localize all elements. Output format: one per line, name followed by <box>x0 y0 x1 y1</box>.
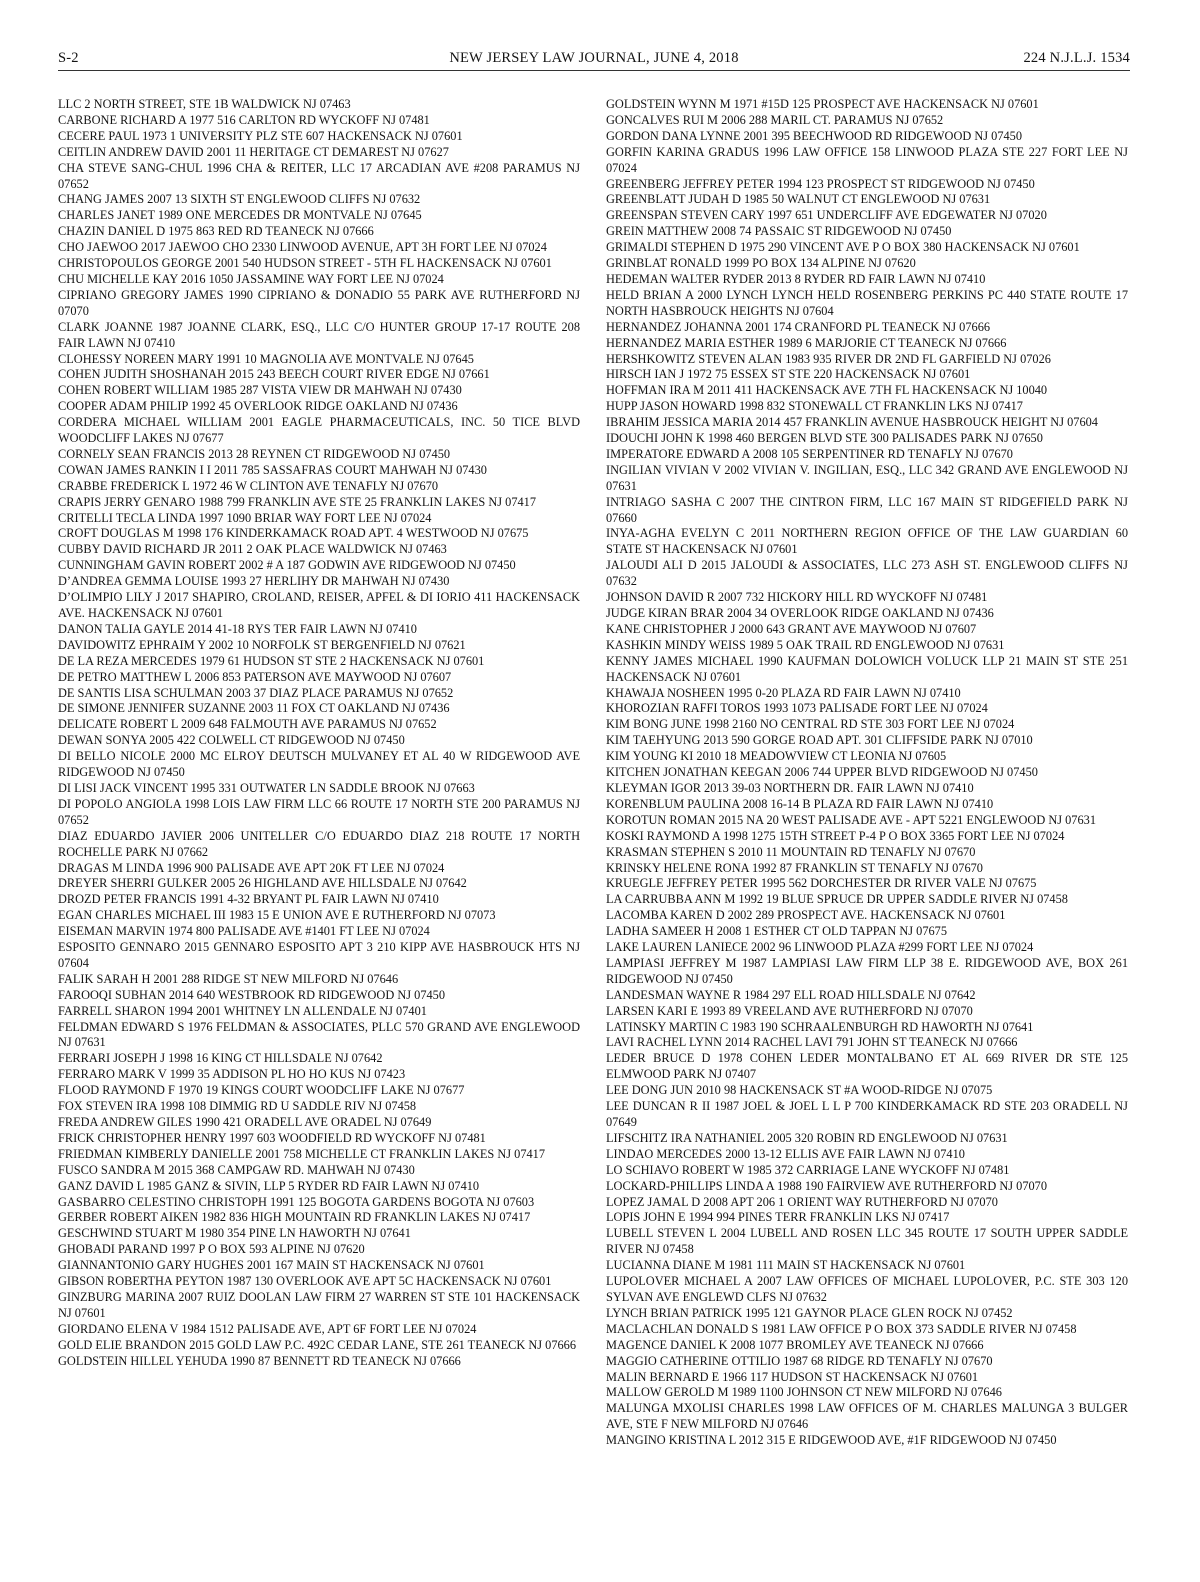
directory-entry: LEE DUNCAN R II 1987 JOEL & JOEL L L P 700 KINDERKAMACK RD STE 203 ORADELL NJ 07649 <box>606 1099 1128 1129</box>
directory-entry: CRITELLI TECLA LINDA 1997 1090 BRIAR WAY FORT LEE NJ 07024 <box>58 510 432 525</box>
directory-entry: DE LA REZA MERCEDES 1979 61 HUDSON ST STE 2 HACKENSACK NJ 07601 <box>58 653 485 668</box>
directory-entry: FALIK SARAH H 2001 288 RIDGE ST NEW MILFORD NJ 07646 <box>58 971 399 986</box>
directory-entry: GASBARRO CELESTINO CHRISTOPH 1991 125 BOGOTA GARDENS BOGOTA NJ 07603 <box>58 1194 535 1209</box>
directory-entry: MAGGIO CATHERINE OTTILIO 1987 68 RIDGE RD TENAFLY NJ 07670 <box>606 1353 993 1368</box>
directory-entry: FLOOD RAYMOND F 1970 19 KINGS COURT WOODCLIFF LAKE NJ 07677 <box>58 1083 465 1098</box>
directory-entry: GIANNANTONIO GARY HUGHES 2001 167 MAIN ST HACKENSACK NJ 07601 <box>58 1258 485 1273</box>
directory-entry: KOROTUN ROMAN 2015 NA 20 WEST PALISADE AVE - APT 5221 ENGLEWOOD NJ 07631 <box>606 812 1096 827</box>
page-number: S-2 <box>58 50 79 66</box>
directory-entry: GOLDSTEIN HILLEL YEHUDA 1990 87 BENNETT RD TEANECK NJ 07666 <box>58 1353 461 1368</box>
directory-entry: GOLD ELIE BRANDON 2015 GOLD LAW P.C. 492C CEDAR LANE, STE 261 TEANECK NJ 07666 <box>58 1337 577 1352</box>
directory-entry: HELD BRIAN A 2000 LYNCH LYNCH HELD ROSENBERG PERKINS PC 440 STATE ROUTE 17 NORTH HASBROUCK HEIGHTS NJ 07604 <box>606 287 1128 318</box>
right-column <box>606 97 1128 1552</box>
directory-entry: JALOUDI ALI D 2015 JALOUDI & ASSOCIATES, LLC 273 ASH ST. ENGLEWOOD CLIFFS NJ 07632 <box>606 558 1128 589</box>
directory-entry: CHU MICHELLE KAY 2016 1050 JASSAMINE WAY FORT LEE NJ 07024 <box>58 271 444 286</box>
directory-entry: GINZBURG MARINA 2007 RUIZ DOOLAN LAW FIRM 27 WARREN ST STE 101 HACKENSACK NJ 07601 <box>58 1289 580 1320</box>
directory-entry: LEDER BRUCE D 1978 COHEN LEDER MONTALBANO ET AL 669 RIVER DR STE 125 ELMWOOD PARK NJ 07407 <box>606 1051 1128 1082</box>
directory-entry: CEITLIN ANDREW DAVID 2001 11 HERITAGE CT DEMAREST NJ 07627 <box>58 144 449 159</box>
directory-entry: IDOUCHI JOHN K 1998 460 BERGEN BLVD STE 300 PALISADES PARK NJ 07650 <box>606 431 1043 446</box>
directory-entry: GREENBERG JEFFREY PETER 1994 123 PROSPECT ST RIDGEWOOD NJ 07450 <box>606 176 1035 191</box>
directory-entry: CARBONE RICHARD A 1977 516 CARLTON RD WYCKOFF NJ 07481 <box>58 112 430 127</box>
directory-entry: KITCHEN JONATHAN KEEGAN 2006 744 UPPER BLVD RIDGEWOOD NJ 07450 <box>606 765 1038 780</box>
directory-entry: GORFIN KARINA GRADUS 1996 LAW OFFICE 158 LINWOOD PLAZA STE 227 FORT LEE NJ 07024 <box>606 144 1128 175</box>
directory-entry: CRABBE FREDERICK L 1972 46 W CLINTON AVE TENAFLY NJ 07670 <box>58 478 439 493</box>
directory-entry: LADHA SAMEER H 2008 1 ESTHER CT OLD TAPPAN NJ 07675 <box>606 924 948 939</box>
directory-entry: LINDAO MERCEDES 2000 13-12 ELLIS AVE FAIR LAWN NJ 07410 <box>606 1146 965 1161</box>
directory-entry: KENNY JAMES MICHAEL 1990 KAUFMAN DOLOWICH VOLUCK LLP 21 MAIN ST STE 251 HACKENSACK NJ 07601 <box>606 653 1128 684</box>
directory-entry: IBRAHIM JESSICA MARIA 2014 457 FRANKLIN AVENUE HASBROUCK HEIGHT NJ 07604 <box>606 415 1098 430</box>
directory-entry: KRUEGLE JEFFREY PETER 1995 562 DORCHESTER DR RIVER VALE NJ 07675 <box>606 876 1037 891</box>
directory-entry: CECERE PAUL 1973 1 UNIVERSITY PLZ STE 607 HACKENSACK NJ 07601 <box>58 128 463 143</box>
directory-entry: GANZ DAVID L 1985 GANZ & SIVIN, LLP 5 RYDER RD FAIR LAWN NJ 07410 <box>58 1178 480 1193</box>
left-column <box>58 97 580 1552</box>
directory-entry: FELDMAN EDWARD S 1976 FELDMAN & ASSOCIATES, PLLC 570 GRAND AVE ENGLEWOOD NJ 07631 <box>58 1019 580 1050</box>
directory-entry: KORENBLUM PAULINA 2008 16-14 B PLAZA RD FAIR LAWN NJ 07410 <box>606 796 994 811</box>
directory-entry: COOPER ADAM PHILIP 1992 45 OVERLOOK RIDGE OAKLAND NJ 07436 <box>58 399 458 414</box>
directory-entry: CUBBY DAVID RICHARD JR 2011 2 OAK PLACE WALDWICK NJ 07463 <box>58 542 447 557</box>
directory-entry: DIAZ EDUARDO JAVIER 2006 UNITELLER C/O EDUARDO DIAZ 218 ROUTE 17 NORTH ROCHELLE PARK NJ 07662 <box>58 828 580 859</box>
directory-entry: KIM YOUNG KI 2010 18 MEADOWVIEW CT LEONIA NJ 07605 <box>606 749 947 764</box>
publication-title: NEW JERSEY LAW JOURNAL, JUNE 4, 2018 <box>449 50 739 66</box>
directory-entry: DELICATE ROBERT L 2009 648 FALMOUTH AVE PARAMUS NJ 07652 <box>58 717 437 732</box>
directory-entry: KHAWAJA NOSHEEN 1995 0-20 PLAZA RD FAIR LAWN NJ 07410 <box>606 685 961 700</box>
directory-entry: KASHKIN MINDY WEISS 1989 5 OAK TRAIL RD ENGLEWOOD NJ 07631 <box>606 637 1005 652</box>
directory-entry: DREYER SHERRI GULKER 2005 26 HIGHLAND AVE HILLSDALE NJ 07642 <box>58 876 467 891</box>
directory-entry: FREDA ANDREW GILES 1990 421 ORADELL AVE ORADEL NJ 07649 <box>58 1115 432 1129</box>
directory-entry: CHA STEVE SANG-CHUL 1996 CHA & REITER, LLC 17 ARCADIAN AVE #208 PARAMUS NJ 07652 <box>58 160 580 191</box>
directory-entry: KOSKI RAYMOND A 1998 1275 15TH STREET P-4 P O BOX 3365 FORT LEE NJ 07024 <box>606 828 1065 843</box>
directory-entry: MALIN BERNARD E 1966 117 HUDSON ST HACKENSACK NJ 07601 <box>606 1369 979 1384</box>
directory-entry: GRINBLAT RONALD 1999 PO BOX 134 ALPINE NJ 07620 <box>606 256 916 271</box>
directory-entry: DAVIDOWITZ EPHRAIM Y 2002 10 NORFOLK ST BERGENFIELD NJ 07621 <box>58 637 466 652</box>
directory-entry: FUSCO SANDRA M 2015 368 CAMPGAW RD. MAHWAH NJ 07430 <box>58 1162 415 1177</box>
directory-entry: DI LISI JACK VINCENT 1995 331 OUTWATER LN SADDLE BROOK NJ 07663 <box>58 780 475 795</box>
directory-entry: LOCKARD-PHILLIPS LINDA A 1988 190 FAIRVIEW AVE RUTHERFORD NJ 07070 <box>606 1178 1048 1193</box>
directory-entry: DE SIMONE JENNIFER SUZANNE 2003 11 FOX CT OAKLAND NJ 07436 <box>58 701 450 716</box>
directory-entry: LOPEZ JAMAL D 2008 APT 206 1 ORIENT WAY RUTHERFORD NJ 07070 <box>606 1194 998 1209</box>
directory-entry: GORDON DANA LYNNE 2001 395 BEECHWOOD RD RIDGEWOOD NJ 07450 <box>606 128 1023 143</box>
citation: 224 N.J.L.J. 1534 <box>1023 50 1130 66</box>
directory-entry: JOHNSON DAVID R 2007 732 HICKORY HILL RD WYCKOFF NJ 07481 <box>606 590 988 605</box>
directory-entry: LAKE LAUREN LANIECE 2002 96 LINWOOD PLAZA #299 FORT LEE NJ 07024 <box>606 940 1034 955</box>
directory-entry: CORNELY SEAN FRANCIS 2013 28 REYNEN CT RIDGEWOOD NJ 07450 <box>58 446 451 461</box>
directory-entry: D’OLIMPIO LILY J 2017 SHAPIRO, CROLAND, REISER, APFEL & DI IORIO 411 HACKENSACK AVE. HACKENSACK NJ 07601 <box>58 590 580 620</box>
directory-entry: HUPP JASON HOWARD 1998 832 STONEWALL CT FRANKLIN LKS NJ 07417 <box>606 399 1023 414</box>
directory-entry: LUPOLOVER MICHAEL A 2007 LAW OFFICES OF MICHAEL LUPOLOVER, P.C. STE 303 120 SYLVAN AVE ENGLEWD CLFS NJ 07632 <box>606 1274 1128 1304</box>
directory-entry: CLARK JOANNE 1987 JOANNE CLARK, ESQ., LLC C/O HUNTER GROUP 17-17 ROUTE 208 FAIR LAWN NJ 07410 <box>58 319 580 350</box>
directory-entry: LOPIS JOHN E 1994 994 PINES TERR FRANKLIN LKS NJ 07417 <box>606 1210 950 1225</box>
directory-entry: INGILIAN VIVIAN V 2002 VIVIAN V. INGILIAN, ESQ., LLC 342 GRAND AVE ENGLEWOOD NJ 07631 <box>606 462 1128 493</box>
directory-entry: CORDERA MICHAEL WILLIAM 2001 EAGLE PHARMACEUTICALS, INC. 50 TICE BLVD WOODCLIFF LAKES NJ 07677 <box>58 415 580 446</box>
directory-entry: GREENBLATT JUDAH D 1985 50 WALNUT CT ENGLEWOOD NJ 07631 <box>606 192 991 207</box>
directory-entry: DRAGAS M LINDA 1996 900 PALISADE AVE APT 20K FT LEE NJ 07024 <box>58 860 445 875</box>
directory-entry: IMPERATORE EDWARD A 2008 105 SERPENTINER RD TENAFLY NJ 07670 <box>606 446 1013 461</box>
directory-entry: HERSHKOWITZ STEVEN ALAN 1983 935 RIVER DR 2ND FL GARFIELD NJ 07026 <box>606 351 1051 366</box>
running-header <box>58 48 1130 71</box>
directory-entry: GIBSON ROBERTHA PEYTON 1987 130 OVERLOOK AVE APT 5C HACKENSACK NJ 07601 <box>58 1274 552 1289</box>
directory-entry: JUDGE KIRAN BRAR 2004 34 OVERLOOK RIDGE OAKLAND NJ 07436 <box>606 606 994 620</box>
directory-entry: KLEYMAN IGOR 2013 39-03 NORTHERN DR. FAIR LAWN NJ 07410 <box>606 780 974 795</box>
directory-entry: CLOHESSY NOREEN MARY 1991 10 MAGNOLIA AVE MONTVALE NJ 07645 <box>58 351 474 366</box>
directory-entry: LA CARRUBBA ANN M 1992 19 BLUE SPRUCE DR UPPER SADDLE RIVER NJ 07458 <box>606 892 1068 907</box>
directory-entry: CUNNINGHAM GAVIN ROBERT 2002 # A 187 GODWIN AVE RIDGEWOOD NJ 07450 <box>58 558 516 573</box>
directory-entry: FRICK CHRISTOPHER HENRY 1997 603 WOODFIELD RD WYCKOFF NJ 07481 <box>58 1130 486 1145</box>
directory-entry: MANGINO KRISTINA L 2012 315 E RIDGEWOOD AVE, #1F RIDGEWOOD NJ 07450 <box>606 1433 1057 1448</box>
directory-entry: INTRIAGO SASHA C 2007 THE CINTRON FIRM, LLC 167 MAIN ST RIDGEFIELD PARK NJ 07660 <box>606 494 1128 525</box>
directory-entry: MALLOW GEROLD M 1989 1100 JOHNSON CT NEW MILFORD NJ 07646 <box>606 1385 1002 1400</box>
directory-entry: LAVI RACHEL LYNN 2014 RACHEL LAVI 791 JOHN ST TEANECK NJ 07666 <box>606 1035 1018 1050</box>
directory-entry: LATINSKY MARTIN C 1983 190 SCHRAALENBURGH RD HAWORTH NJ 07641 <box>606 1019 1034 1034</box>
directory-entry: LUCIANNA DIANE M 1981 111 MAIN ST HACKENSACK NJ 07601 <box>606 1258 966 1273</box>
directory-entry: CROFT DOUGLAS M 1998 176 KINDERKAMACK ROAD APT. 4 WESTWOOD NJ 07675 <box>58 526 529 541</box>
directory-entry: KHOROZIAN RAFFI TOROS 1993 1073 PALISADE FORT LEE NJ 07024 <box>606 701 988 716</box>
directory-entry: CHO JAEWOO 2017 JAEWOO CHO 2330 LINWOOD AVENUE, APT 3H FORT LEE NJ 07024 <box>58 240 547 255</box>
directory-entry: LANDESMAN WAYNE R 1984 297 ELL ROAD HILLSDALE NJ 07642 <box>606 987 976 1002</box>
directory-entry: FAROOQI SUBHAN 2014 640 WESTBROOK RD RIDGEWOOD NJ 07450 <box>58 987 446 1002</box>
directory-entry: HERNANDEZ MARIA ESTHER 1989 6 MARJORIE CT TEANECK NJ 07666 <box>606 335 1007 350</box>
directory-entry: LUBELL STEVEN L 2004 LUBELL AND ROSEN LLC 345 ROUTE 17 SOUTH UPPER SADDLE RIVER NJ 07458 <box>606 1226 1128 1257</box>
directory-entry: LYNCH BRIAN PATRICK 1995 121 GAYNOR PLACE GLEN ROCK NJ 07452 <box>606 1305 1013 1320</box>
directory-entry: GRIMALDI STEPHEN D 1975 290 VINCENT AVE P O BOX 380 HACKENSACK NJ 07601 <box>606 240 1080 255</box>
directory-entry: COWAN JAMES RANKIN I I 2011 785 SASSAFRAS COURT MAHWAH NJ 07430 <box>58 462 487 477</box>
directory-entry: LAMPIASI JEFFREY M 1987 LAMPIASI LAW FIRM LLP 38 E. RIDGEWOOD AVE, BOX 261 RIDGEWOOD NJ 07450 <box>606 955 1128 986</box>
directory-entry: ESPOSITO GENNARO 2015 GENNARO ESPOSITO APT 3 210 KIPP AVE HASBROUCK HTS NJ 07604 <box>58 940 580 970</box>
directory-entry: DANON TALIA GAYLE 2014 41-18 RYS TER FAIR LAWN NJ 07410 <box>58 621 417 636</box>
directory-entry: CHAZIN DANIEL D 1975 863 RED RD TEANECK NJ 07666 <box>58 224 374 239</box>
directory-entry: LEE DONG JUN 2010 98 HACKENSACK ST #A WOOD-RIDGE NJ 07075 <box>606 1083 993 1098</box>
directory-entry: KIM BONG JUNE 1998 2160 NO CENTRAL RD STE 303 FORT LEE NJ 07024 <box>606 717 1015 732</box>
directory-entry: MACLACHLAN DONALD S 1981 LAW OFFICE P O BOX 373 SADDLE RIVER NJ 07458 <box>606 1321 1077 1336</box>
directory-entry: GONCALVES RUI M 2006 288 MARIL CT. PARAMUS NJ 07652 <box>606 112 944 127</box>
directory-entry: DI BELLO NICOLE 2000 MC ELROY DEUTSCH MULVANEY ET AL 40 W RIDGEWOOD AVE RIDGEWOOD NJ 07450 <box>58 749 580 780</box>
directory-entry: LO SCHIAVO ROBERT W 1985 372 CARRIAGE LANE WYCKOFF NJ 07481 <box>606 1162 1010 1177</box>
directory-entry: FRIEDMAN KIMBERLY DANIELLE 2001 758 MICHELLE CT FRANKLIN LAKES NJ 07417 <box>58 1146 546 1161</box>
directory-entry: DEWAN SONYA 2005 422 COLWELL CT RIDGEWOOD NJ 07450 <box>58 733 405 748</box>
directory-entry: DROZD PETER FRANCIS 1991 4-32 BRYANT PL FAIR LAWN NJ 07410 <box>58 892 439 907</box>
directory-entry: LLC 2 NORTH STREET, STE 1B WALDWICK NJ 07463 <box>58 97 351 111</box>
directory-entry: KIM TAEHYUNG 2013 590 GORGE ROAD APT. 301 CLIFFSIDE PARK NJ 07010 <box>606 733 1033 748</box>
directory-entry: GREENSPAN STEVEN CARY 1997 651 UNDERCLIFF AVE EDGEWATER NJ 07020 <box>606 208 1047 223</box>
directory-entry: COHEN ROBERT WILLIAM 1985 287 VISTA VIEW DR MAHWAH NJ 07430 <box>58 383 462 398</box>
directory-entry: DE PETRO MATTHEW L 2006 853 PATERSON AVE MAYWOOD NJ 07607 <box>58 669 452 684</box>
directory-entry: FOX STEVEN IRA 1998 108 DIMMIG RD U SADDLE RIV NJ 07458 <box>58 1099 417 1114</box>
directory-entry: D’ANDREA GEMMA LOUISE 1993 27 HERLIHY DR MAHWAH NJ 07430 <box>58 574 450 589</box>
directory-entry: LARSEN KARI E 1993 89 VREELAND AVE RUTHERFORD NJ 07070 <box>606 1003 973 1018</box>
directory-entry: HEDEMAN WALTER RYDER 2013 8 RYDER RD FAIR LAWN NJ 07410 <box>606 271 986 286</box>
directory-entry: GHOBADI PARAND 1997 P O BOX 593 ALPINE NJ 07620 <box>58 1242 365 1257</box>
directory-entry: HOFFMAN IRA M 2011 411 HACKENSACK AVE 7TH FL HACKENSACK NJ 10040 <box>606 383 1048 398</box>
directory-entry: MALUNGA MXOLISI CHARLES 1998 LAW OFFICES OF M. CHARLES MALUNGA 3 BULGER AVE, STE F NEW MILFORD NJ 07646 <box>606 1401 1128 1432</box>
directory-entry: FERRARI JOSEPH J 1998 16 KING CT HILLSDALE NJ 07642 <box>58 1051 383 1066</box>
directory-entry: CRAPIS JERRY GENARO 1988 799 FRANKLIN AVE STE 25 FRANKLIN LAKES NJ 07417 <box>58 494 537 509</box>
directory-entry: GIORDANO ELENA V 1984 1512 PALISADE AVE, APT 6F FORT LEE NJ 07024 <box>58 1321 477 1336</box>
directory-entry: CIPRIANO GREGORY JAMES 1990 CIPRIANO & DONADIO 55 PARK AVE RUTHERFORD NJ 07070 <box>58 287 580 318</box>
directory-entry: DE SANTIS LISA SCHULMAN 2003 37 DIAZ PLACE PARAMUS NJ 07652 <box>58 685 454 700</box>
directory-entry: KRINSKY HELENE RONA 1992 87 FRANKLIN ST TENAFLY NJ 07670 <box>606 860 983 875</box>
directory-entry: HERNANDEZ JOHANNA 2001 174 CRANFORD PL TEANECK NJ 07666 <box>606 319 991 334</box>
directory-entry: KANE CHRISTOPHER J 2000 643 GRANT AVE MAYWOOD NJ 07607 <box>606 621 977 636</box>
directory-entry: MAGENCE DANIEL K 2008 1077 BROMLEY AVE TEANECK NJ 07666 <box>606 1337 984 1352</box>
directory-entry: LACOMBA KAREN D 2002 289 PROSPECT AVE. HACKENSACK NJ 07601 <box>606 908 1006 923</box>
directory-entry: DI POPOLO ANGIOLA 1998 LOIS LAW FIRM LLC 66 ROUTE 17 NORTH STE 200 PARAMUS NJ 07652 <box>58 796 580 827</box>
directory-entry: COHEN JUDITH SHOSHANAH 2015 243 BEECH COURT RIVER EDGE NJ 07661 <box>58 367 490 382</box>
directory-entry: GREIN MATTHEW 2008 74 PASSAIC ST RIDGEWOOD NJ 07450 <box>606 224 952 239</box>
directory-entry: CHARLES JANET 1989 ONE MERCEDES DR MONTVALE NJ 07645 <box>58 208 422 223</box>
directory-entry: GESCHWIND STUART M 1980 354 PINE LN HAWORTH NJ 07641 <box>58 1226 411 1241</box>
directory-entry: GOLDSTEIN WYNN M 1971 #15D 125 PROSPECT AVE HACKENSACK NJ 07601 <box>606 97 1039 111</box>
directory-entry: EISEMAN MARVIN 1974 800 PALISADE AVE #1401 FT LEE NJ 07024 <box>58 924 430 939</box>
directory-entry: INYA-AGHA EVELYN C 2011 NORTHERN REGION OFFICE OF THE LAW GUARDIAN 60 STATE ST HACKENSACK NJ 07601 <box>606 526 1128 557</box>
directory-entry: KRASMAN STEPHEN S 2010 11 MOUNTAIN RD TENAFLY NJ 07670 <box>606 844 976 859</box>
directory-entry: FERRARO MARK V 1999 35 ADDISON PL HO HO KUS NJ 07423 <box>58 1067 406 1082</box>
directory-entry: LIFSCHITZ IRA NATHANIEL 2005 320 ROBIN RD ENGLEWOOD NJ 07631 <box>606 1130 1008 1145</box>
directory-entry: CHANG JAMES 2007 13 SIXTH ST ENGLEWOOD CLIFFS NJ 07632 <box>58 192 421 207</box>
directory-entry: EGAN CHARLES MICHAEL III 1983 15 E UNION AVE E RUTHERFORD NJ 07073 <box>58 908 496 923</box>
directory-entry: GERBER ROBERT AIKEN 1982 836 HIGH MOUNTAIN RD FRANKLIN LAKES NJ 07417 <box>58 1210 531 1225</box>
directory-entry: HIRSCH IAN J 1972 75 ESSEX ST STE 220 HACKENSACK NJ 07601 <box>606 367 971 382</box>
directory-entry: FARRELL SHARON 1994 2001 WHITNEY LN ALLENDALE NJ 07401 <box>58 1003 427 1018</box>
directory-entry: CHRISTOPOULOS GEORGE 2001 540 HUDSON STREET - 5TH FL HACKENSACK NJ 07601 <box>58 256 552 271</box>
